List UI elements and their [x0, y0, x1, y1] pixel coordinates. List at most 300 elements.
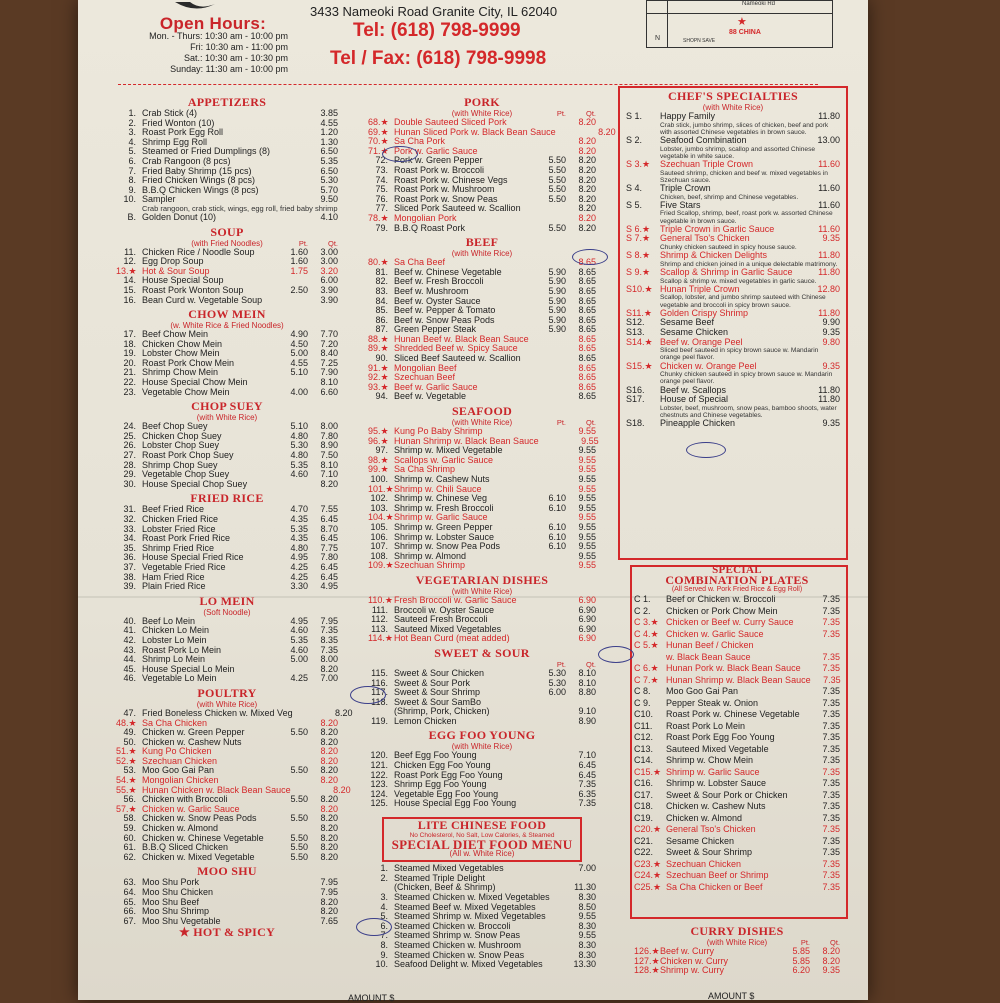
item-number: C 9. — [634, 697, 651, 708]
item-number: S17. — [626, 394, 645, 405]
item-price-qt: 8.20 — [578, 155, 596, 166]
item-name: Shrimp w. Almond — [394, 550, 467, 561]
item-name: Sweet & Sour Shrimp — [666, 847, 753, 858]
item-price-pt — [536, 552, 566, 562]
item-name: Shrimp Lo Mein — [142, 654, 206, 665]
item-name: Lobster Chop Suey — [142, 440, 220, 451]
item-price-qt: 8.70 — [320, 523, 338, 534]
item-price-qt: 7.50 — [320, 450, 338, 461]
item-price-pt — [278, 147, 308, 157]
item-number: 70.★ — [368, 136, 389, 147]
item-price-qt: 5.35 — [320, 155, 338, 166]
item-number: 105. — [370, 521, 388, 532]
item-price-pt — [536, 698, 566, 708]
item-number: C 6.★ — [634, 663, 659, 674]
menu-item — [634, 709, 840, 721]
item-number: 38. — [123, 571, 136, 582]
item-price-pt — [536, 137, 566, 147]
item-number: 10. — [123, 194, 136, 205]
item-name: Shrimp w. Chow Mein — [666, 755, 754, 766]
item-name: Fried Boneless Chicken w. Mixed Veg — [142, 707, 293, 718]
item-number: 4. — [128, 136, 136, 147]
item-price-qt: 13.30 — [573, 959, 596, 970]
item-name: Sa Cha Beef — [394, 257, 446, 268]
fax: Tel / Fax: (618) 798-9998 — [330, 48, 547, 69]
item-number: 65. — [123, 896, 136, 907]
item-price-qt — [810, 640, 840, 652]
item-number: 86. — [375, 314, 388, 325]
item-price-pt: 1.60 — [290, 256, 308, 267]
item-number: 115. — [371, 667, 388, 678]
item-name: Sweet & Sour Pork or Chicken — [666, 789, 788, 800]
item-name: Beef w. Fresh Broccoli — [394, 276, 484, 287]
item-number: 54.★ — [116, 775, 137, 786]
item-price-pt — [536, 561, 566, 571]
item-price-qt: 9.55 — [578, 512, 596, 523]
item-price-pt: 5.50 — [548, 193, 566, 204]
item-number: 114.★ — [368, 633, 393, 644]
menu-item — [626, 251, 840, 261]
map-store-label: SHOPN SAVE — [683, 38, 716, 44]
item-name: Sauteed Fresh Broccoli — [394, 614, 488, 625]
diet-menu-title: SPECIAL DIET FOOD MENU — [391, 836, 573, 852]
item-price-qt: 8.65 — [578, 276, 596, 287]
item-name: Roast Pork w. Broccoli — [394, 164, 485, 175]
item-price-qt: 8.20 — [335, 707, 353, 718]
item-name: Hunan Beef w. Black Bean Sauce — [394, 333, 529, 344]
item-number: 93.★ — [368, 381, 389, 392]
item-number: 44. — [123, 654, 136, 665]
item-price-qt: 11.60 — [818, 159, 840, 169]
item-name: Beef w. Oyster Sauce — [394, 295, 481, 306]
item-number: S14.★ — [626, 336, 653, 347]
item-number: 8. — [128, 175, 136, 186]
item-name: Roast Pork Lo Mein — [142, 644, 222, 655]
menu-item — [116, 480, 338, 490]
combo-title-1: SPECIAL — [712, 564, 762, 576]
item-price-qt: 11.60 — [818, 223, 840, 234]
section-subtitle: (with White Rice) — [451, 249, 513, 259]
item-price-pt — [536, 751, 566, 761]
item-number: 92.★ — [368, 372, 389, 383]
item-name: Vegetable Chow Mein — [142, 386, 230, 397]
item-price-qt: 7.25 — [320, 357, 338, 368]
menu-item — [634, 732, 840, 744]
item-name: Chicken w. Mixed Vegetable — [142, 851, 255, 862]
item-price-pt — [278, 186, 308, 196]
item-description: Sauteed shrimp, chicken and beef w. mixed vegetables in Szechuan sauce. — [660, 169, 828, 184]
item-name: Fried Wonton (10) — [142, 117, 215, 128]
item-name: Hunan Pork w. Black Bean Sauce — [666, 663, 801, 674]
item-number: 119. — [371, 715, 388, 726]
item-price-qt: 8.20 — [320, 746, 338, 757]
item-price-pt: 5.90 — [548, 314, 566, 325]
item-price-qt: 11.60 — [818, 183, 840, 193]
item-name: Beef w. Garlic Sauce — [394, 381, 478, 392]
item-name: Roast Pork w. Chinese Vegs — [394, 174, 508, 185]
item-number: 68.★ — [368, 117, 389, 127]
item-description: Chunky chicken sauteed in spicy brown sauce w. Mandarin orange peel flavor. — [660, 371, 833, 386]
item-price-qt: 7.80 — [320, 552, 338, 563]
item-price-qt: 8.30 — [578, 920, 596, 931]
item-name: Shrimp w. Lobster Sauce — [394, 531, 495, 542]
item-price-pt: 5.50 — [290, 842, 308, 853]
item-price-pt — [536, 761, 566, 771]
item-name: Szechuan Triple Crown — [660, 159, 754, 169]
item-number: 56. — [123, 794, 136, 805]
item-number: 26. — [123, 440, 136, 451]
item-price-qt: 9.55 — [578, 560, 596, 571]
item-name: Seafood Delight w. Mixed Vegetables — [394, 959, 543, 970]
item-name: B.B.Q Roast Pork — [394, 222, 466, 233]
item-description: Chicken, beef, shrimp and Chinese vegetables. — [660, 193, 799, 201]
item-price-qt: 7.00 — [320, 673, 338, 684]
item-number: 43. — [123, 644, 136, 655]
item-name: (Shrimp, Pork, Chicken) — [394, 706, 490, 717]
item-name: Shrimp w. Chili Sauce — [394, 483, 482, 494]
item-number: 101.★ — [368, 483, 394, 494]
menu-item — [634, 870, 840, 882]
menu-item — [368, 392, 596, 402]
item-price-qt: 7.35 — [822, 605, 840, 616]
item-number: S15.★ — [626, 360, 653, 371]
item-number: 88.★ — [368, 333, 389, 344]
item-price-pt: 6.10 — [548, 541, 566, 552]
item-price-qt: 8.50 — [578, 901, 596, 912]
hours-line: Fri: 10:30 am - 11:00 pm — [190, 42, 288, 52]
item-name: Lemon Chicken — [394, 715, 457, 726]
item-name: Steamed Shrimp w. Mixed Vegetables — [394, 911, 546, 922]
section-sub-vegetarian — [368, 587, 596, 596]
item-name: Steamed Beef w. Mixed Vegetables — [394, 901, 536, 912]
item-price-qt: 11.80 — [818, 394, 840, 405]
item-price-pt: 4.25 — [290, 571, 308, 582]
item-price-qt: 11.30 — [574, 882, 596, 893]
item-price-pt — [278, 138, 308, 148]
qt-label: Qt. — [327, 238, 338, 248]
item-number: 39. — [123, 581, 136, 592]
item-name: Beef w. Curry — [660, 946, 715, 956]
pen-circle — [356, 918, 392, 936]
item-price-qt: 7.10 — [320, 469, 338, 480]
item-price-pt — [536, 335, 566, 345]
item-name: Triple Crown — [660, 183, 711, 193]
item-price-qt: 8.20 — [320, 794, 338, 805]
item-price-pt: 4.70 — [290, 504, 308, 515]
item-price-qt: 7.35 — [822, 766, 840, 777]
menu-item — [634, 698, 840, 710]
menu-item — [626, 268, 840, 278]
section-title-vegetarian: VEGETARIAN DISHES — [415, 572, 549, 587]
item-name: Shrimp Chow Mein — [142, 367, 219, 378]
address: 3433 Nameoki Road Granite City, IL 62040 — [310, 4, 558, 19]
item-number: S 4. — [626, 183, 643, 193]
item-number: 2. — [128, 117, 136, 128]
item-name: Sa Cha Shrimp — [394, 464, 456, 475]
item-price-qt: 7.35 — [822, 697, 840, 708]
item-number: 35. — [123, 542, 136, 553]
item-price-pt: 4.90 — [290, 329, 308, 340]
item-price-qt: 9.10 — [578, 706, 596, 717]
item-number: 77. — [375, 203, 388, 214]
item-price-qt: 8.20 — [578, 212, 596, 223]
item-price-qt: 8.20 — [320, 478, 338, 489]
item-name: Beef w. Vegetable — [394, 391, 467, 402]
item-price-qt: 11.80 — [818, 111, 840, 121]
item-name: Vegetable Chop Suey — [142, 469, 230, 480]
item-price-qt: 11.80 — [818, 307, 840, 318]
menu-item — [634, 824, 840, 836]
item-price-pt — [278, 888, 308, 898]
item-price-qt: 7.35 — [822, 651, 840, 662]
item-number: B. — [127, 211, 136, 222]
item-price-qt: 8.20 — [320, 906, 338, 917]
item-number: S 1. — [626, 111, 643, 121]
item-price-pt — [278, 917, 308, 927]
item-price-qt: 7.35 — [822, 881, 840, 892]
item-number: 126.★ — [634, 946, 660, 956]
item-number: 107. — [370, 541, 388, 552]
item-price-pt: 4.60 — [290, 469, 308, 480]
item-name: House Special Chop Suey — [142, 478, 248, 489]
item-name: Scallop & Shrimp in Garlic Sauce — [660, 266, 793, 277]
item-number: 78.★ — [368, 212, 389, 223]
item-number: C13. — [634, 743, 654, 754]
item-name: Shrimp Egg Foo Young — [394, 779, 487, 790]
item-price-pt: 4.25 — [290, 673, 308, 684]
item-name: Roast Pork w. Chinese Vegetable — [666, 709, 800, 720]
section-sub-curry — [634, 938, 840, 947]
item-price-pt: 5.90 — [548, 285, 566, 296]
item-number: 62. — [123, 851, 136, 862]
item-price-qt: 7.35 — [822, 835, 840, 846]
section-title-moo-shu: MOO SHU — [197, 864, 257, 879]
item-price-qt: 4.95 — [320, 581, 338, 592]
item-number: 60. — [123, 832, 136, 843]
item-name: House of Special — [660, 394, 729, 405]
menu-item — [116, 674, 338, 684]
pen-circle — [686, 442, 726, 458]
item-number: 8. — [380, 939, 388, 950]
section-subtitle: (w. White Rice & Fried Noodles) — [170, 321, 284, 331]
item-number: S11.★ — [626, 307, 652, 318]
item-name: Mongolian Beef — [394, 362, 457, 373]
item-price-pt: 5.50 — [290, 794, 308, 805]
item-price-pt: 4.80 — [290, 542, 308, 553]
item-price-qt: 5.30 — [320, 175, 338, 186]
menu-item — [626, 338, 840, 348]
item-price-qt: 7.35 — [320, 625, 338, 636]
item-price-pt — [278, 157, 308, 167]
hours-line: Mon. - Thurs: 10:30 am - 10:00 pm — [149, 31, 288, 41]
item-name: Crab Stick (4) — [142, 108, 198, 118]
item-number: C 5.★ — [634, 640, 659, 651]
item-price-qt: 6.45 — [320, 514, 338, 524]
menu-item — [626, 318, 840, 328]
item-number: C16. — [634, 778, 654, 789]
menu-item — [634, 675, 840, 687]
item-name: General Tso's Chicken — [666, 824, 756, 835]
menu-item — [626, 160, 840, 170]
item-price-pt: 5.50 — [548, 222, 566, 233]
menu-item — [634, 721, 840, 733]
item-price-qt: 7.35 — [822, 870, 840, 881]
item-name: Shrimp w. Snow Pea Pods — [394, 541, 501, 552]
item-price-pt: 5.50 — [290, 832, 308, 843]
item-name: Roast Pork Egg Foo Young — [666, 732, 775, 743]
pen-circle — [598, 646, 634, 663]
item-number: 85. — [375, 305, 388, 316]
item-number: 36. — [123, 552, 136, 563]
item-price-pt: 6.10 — [548, 493, 566, 504]
hours-list — [118, 31, 288, 75]
item-number: 80.★ — [368, 257, 389, 268]
item-name: Chicken w. Green Pepper — [142, 727, 245, 738]
item-number: 83. — [375, 285, 388, 296]
curry-column — [634, 925, 840, 976]
section-sub-sweet-sour — [368, 660, 596, 669]
item-price-qt: 7.65 — [320, 915, 338, 926]
item-number: 79. — [375, 222, 388, 233]
item-name: Seafood Combination — [660, 135, 747, 145]
item-price-qt: 8.20 — [578, 136, 596, 147]
item-number: 6. — [128, 155, 136, 166]
item-number: 20. — [123, 357, 136, 368]
item-price-pt — [278, 907, 308, 917]
item-name: Beef w. Scallops — [660, 384, 727, 395]
item-name: Chicken w. Chinese Vegetable — [142, 832, 264, 843]
item-name: B.B.Q Sliced Chicken — [142, 842, 229, 853]
item-number: 123. — [370, 779, 388, 790]
item-price-qt: 11.60 — [818, 199, 840, 210]
item-number: 22. — [123, 377, 136, 388]
item-price-qt: 8.20 — [320, 803, 338, 814]
item-price-qt: 8.10 — [578, 677, 596, 688]
item-name: Steamed Chicken w. Mixed Vegetables — [394, 892, 550, 902]
item-number: 120. — [370, 750, 388, 761]
item-number: 106. — [370, 531, 388, 542]
item-price-pt: 4.25 — [290, 561, 308, 572]
menu-item — [116, 853, 338, 863]
item-price-qt: 7.95 — [320, 877, 338, 888]
item-number: 5. — [380, 911, 388, 922]
item-name: Chicken w. Almond — [142, 823, 219, 834]
item-name: Chicken Fried Rice — [142, 514, 219, 524]
item-number: 42. — [123, 634, 136, 645]
item-number: 75. — [375, 184, 388, 195]
item-number: 111. — [371, 604, 388, 615]
item-price-qt: 7.95 — [320, 615, 338, 626]
item-number: 64. — [123, 887, 136, 897]
item-price-qt: 9.55 — [578, 464, 596, 475]
combo-title-2: COMBINATION PLATES — [665, 572, 809, 587]
item-price-qt: 8.65 — [578, 266, 596, 277]
item-price-qt: 8.65 — [578, 333, 596, 344]
item-price-qt: 7.35 — [822, 847, 840, 858]
item-price-qt: 9.35 — [822, 360, 840, 371]
item-description: Lobster, jumbo shrimp, scallop and assorted Chinese vegetable in white sauce. — [660, 145, 816, 160]
price-header — [780, 938, 840, 947]
menu-item — [626, 362, 840, 372]
item-price-qt: 7.35 — [822, 789, 840, 800]
section-title-soup: SOUP — [210, 224, 244, 239]
item-price-pt — [278, 480, 308, 490]
item-number: S18. — [626, 418, 645, 429]
item-name: Beef w. Snow Peas Pods — [394, 314, 495, 325]
item-price-qt: 8.10 — [320, 377, 338, 388]
item-number: 46. — [123, 673, 136, 684]
item-name: House Special Chow Mein — [142, 377, 248, 388]
item-number: C25.★ — [634, 881, 662, 892]
item-price-pt: 4.80 — [290, 430, 308, 441]
qt-label: Qt. — [829, 938, 840, 947]
item-name: House Special Soup — [142, 275, 224, 286]
item-name: Chicken w. Orange Peel — [660, 360, 757, 371]
item-number: S10.★ — [626, 283, 653, 294]
pen-circle — [572, 249, 608, 265]
item-name: Chicken w. Garlic Sauce — [142, 803, 240, 814]
section-title-chow-mein: CHOW MEIN — [188, 307, 266, 322]
item-number: 98.★ — [368, 454, 389, 465]
item-number: 81. — [375, 266, 388, 277]
section-sub-chefs-specialties — [626, 103, 840, 112]
section-subtitle: (with White Rice) — [196, 699, 258, 709]
item-name: Broccoli w. Oyster Sauce — [394, 604, 495, 615]
item-price-pt: 4.35 — [290, 533, 308, 544]
item-description: Chunky chicken sauteed in spicy house sauce. — [660, 243, 797, 251]
item-price-pt: 4.60 — [290, 644, 308, 655]
item-number: C21. — [634, 835, 654, 846]
item-price-qt: 8.80 — [578, 687, 596, 698]
item-price-qt: 8.20 — [578, 203, 596, 214]
section-title-pork: PORK — [464, 95, 500, 109]
amount-label: AMOUNT $ — [348, 993, 395, 1003]
item-price-pt — [278, 213, 308, 223]
item-price-qt: 7.55 — [320, 504, 338, 515]
item-name: Vegetable Fried Rice — [142, 561, 226, 572]
item-price-qt: 8.20 — [320, 727, 338, 738]
chefs-specialties-column — [626, 90, 840, 429]
item-price-qt: 3.90 — [320, 294, 338, 305]
item-price-pt — [536, 475, 566, 485]
item-number: 7. — [128, 165, 136, 176]
item-price-qt: 7.35 — [822, 755, 840, 766]
section-sub-lo-mein — [116, 608, 338, 617]
item-number: 96.★ — [368, 435, 389, 446]
item-price-pt: 5.50 — [290, 765, 308, 776]
menu-item — [626, 201, 840, 211]
item-name: Beef w. Mushroom — [394, 285, 469, 296]
item-name: House Special Egg Foo Young — [394, 798, 517, 809]
item-name: Sa Cha Pork — [394, 136, 446, 147]
item-name: Shrimp & Chicken Delights — [660, 250, 768, 261]
item-name: Golden Donut (10) — [142, 211, 217, 222]
item-price-pt — [536, 446, 566, 456]
item-name: Lobster Fried Rice — [142, 523, 216, 534]
item-price-pt — [536, 344, 566, 354]
item-price-qt: 8.65 — [578, 314, 596, 325]
item-price-pt: 2.50 — [290, 284, 308, 295]
item-name: Vegetable Lo Mein — [142, 673, 217, 684]
price-header — [278, 239, 338, 248]
item-description: Scallop, lobster, and jumbo shrimp sauteed with Chinese vegetable and broccoli in spicy brown sauce. — [660, 294, 826, 309]
item-price-qt: 8.30 — [578, 949, 596, 960]
item-price-qt: 11.80 — [818, 266, 840, 277]
item-price-qt: 8.90 — [320, 440, 338, 451]
menu-item — [634, 617, 840, 629]
item-price-qt: 8.20 — [320, 663, 338, 674]
item-price-pt — [278, 128, 308, 138]
